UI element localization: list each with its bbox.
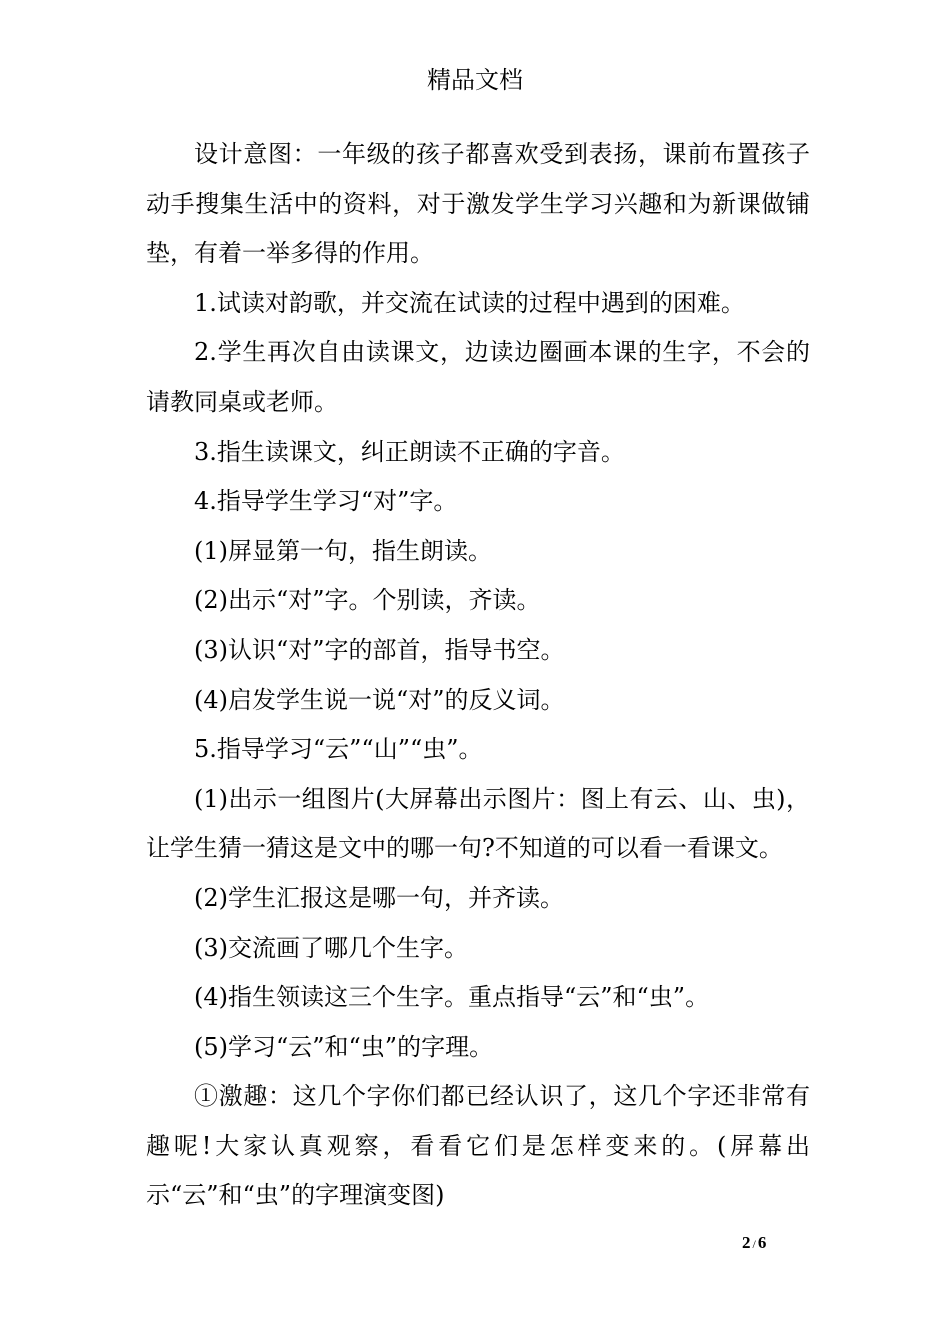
paragraph-step-5: 5.指导学习“云”“山”“虫”。 — [194, 735, 483, 764]
paragraph-step-4-2: (2)出示“对”字。个别读，齐读。 — [194, 586, 541, 615]
paragraph-step-3: 3.指生读课文，纠正朗读不正确的字音。 — [194, 437, 625, 466]
paragraph-step-5-2: (2)学生汇报这是哪一句，并齐读。 — [194, 883, 564, 912]
page-header: 精品文档 — [427, 66, 523, 94]
paragraph-step-4-1: (1)屏显第一句，指生朗读。 — [194, 536, 492, 565]
paragraph-step-2: 2.学生再次自由读课文，边读边圈画本课的生字，不会的请教同桌或老师。 — [146, 338, 810, 416]
page-separator: / — [752, 1237, 756, 1251]
paragraph-step-5-1: (1)出示一组图片(大屏幕出示图片：图上有云、山、虫)，让学生猜一猜这是文中的哪一句?不知道的可以看一看课文。 — [146, 784, 810, 863]
paragraph-step-5-5-a: ①激趣：这几个字你们都已经认识了，这几个字还非常有趣呢!大家认真观察，看看它们是怎样变来的。(屏幕出示“云”和“虫”的字理演变图) — [146, 1082, 810, 1210]
paragraph-step-5-3: (3)交流画了哪几个生字。 — [194, 933, 468, 962]
paragraph-step-5-5: (5)学习“云”和“虫”的字理。 — [194, 1032, 494, 1061]
paragraph-step-4-4: (4)启发学生说一说“对”的反义词。 — [194, 685, 565, 714]
total-pages: 6 — [757, 1233, 767, 1252]
paragraph-step-4-3: (3)认识“对”字的部首，指导书空。 — [194, 635, 565, 664]
page-number — [742, 1232, 766, 1255]
current-page: 2 — [742, 1233, 751, 1252]
paragraph-step-5-4: (4)指生领读这三个生字。重点指导“云”和“虫”。 — [194, 983, 710, 1012]
paragraph-step-1: 1.试读对韵歌，并交流在试读的过程中遇到的困难。 — [194, 288, 745, 317]
paragraph-step-4: 4.指导学生学习“对”字。 — [194, 487, 458, 516]
document-body — [146, 130, 810, 1221]
paragraph-design-intent: 设计意图：一年级的孩子都喜欢受到表扬，课前布置孩子动手搜集生活中的资料，对于激发学生学习兴趣和为新课做铺垫，有着一举多得的作用。 — [146, 140, 810, 268]
